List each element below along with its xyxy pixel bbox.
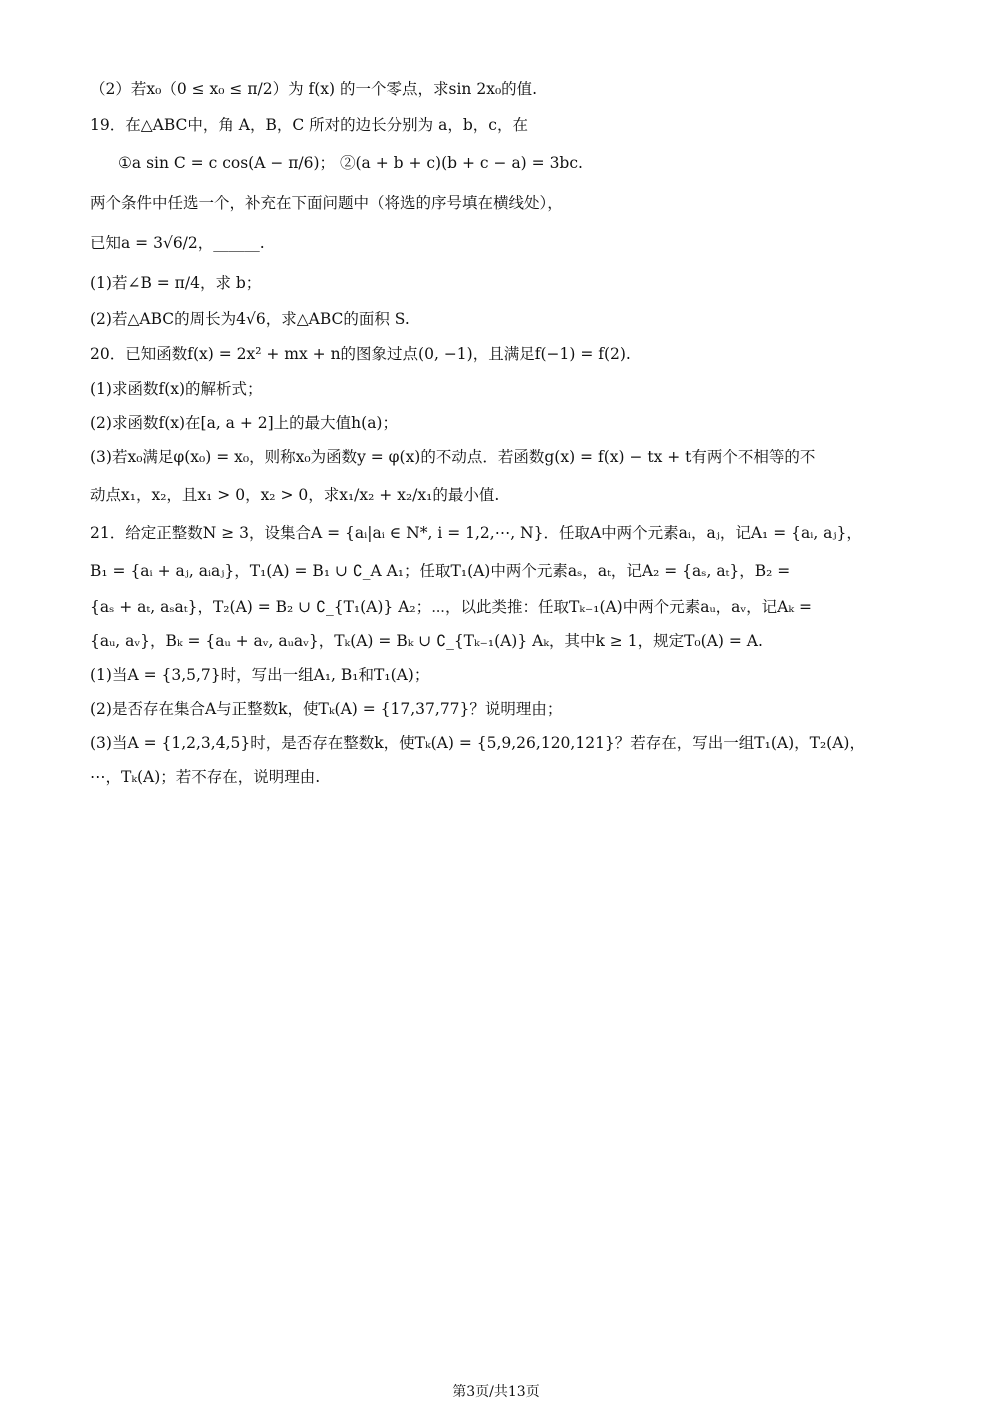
q19-given: 已知a = 3√6/2，______.: [90, 234, 265, 252]
q21-part2: (2)是否存在集合A与正整数k，使Tₖ(A) = {17,37,77}？说明理由；: [90, 700, 563, 718]
q21-line2: B₁ = {aᵢ + aⱼ, aᵢaⱼ}，T₁(A) = B₁ ∪ ∁_A A₁；任取T₁(A)中两个元素aₛ，aₜ，记A₂ = {aₛ, aₜ}，B₂ =: [90, 562, 791, 580]
q19-conditions: ①a sin C = c cos(A − π/6)； ②(a + b + c)(b + c − a) = 3bc.: [118, 154, 583, 172]
q20-part2: (2)求函数f(x)在[a, a + 2]上的最大值h(a)；: [90, 414, 398, 432]
q19-instruction: 两个条件中任选一个，补充在下面问题中（将选的序号填在横线处），: [90, 194, 563, 212]
q19-stem: 19．在△ABC中，角 A，B，C 所对的边长分别为 a，b，c，在: [90, 116, 528, 134]
page-number: 第3页/共13页: [452, 1384, 540, 1400]
q19-part2: (2)若△ABC的周长为4√6，求△ABC的面积 S.: [90, 310, 410, 328]
q21-line3: {aₛ + aₜ, aₛaₜ}，T₂(A) = B₂ ∪ ∁_{T₁(A)} A₂；⋯，以此类推：任取Tₖ₋₁(A)中两个元素aᵤ，aᵥ，记Aₖ =: [90, 598, 812, 616]
q20-part3-line2: 动点x₁，x₂，且x₁ > 0，x₂ > 0，求x₁/x₂ + x₂/x₁的最小值.: [90, 486, 500, 504]
q20-stem: 20．已知函数f(x) = 2x² + mx + n的图象过点(0, −1)，且满足f(−1) = f(2).: [90, 345, 631, 363]
q18-part2: （2）若x₀（0 ≤ x₀ ≤ π/2）为 f(x) 的一个零点，求sin 2x₀的值.: [90, 80, 538, 98]
q21-line1: 21．给定正整数N ≥ 3，设集合A = {aᵢ|aᵢ ∈ N*, i = 1,2,⋯, N}．任取A中两个元素aᵢ，aⱼ，记A₁ = {aᵢ, aⱼ}，: [90, 524, 862, 542]
q21-line4: {aᵤ, aᵥ}，Bₖ = {aᵤ + aᵥ, aᵤaᵥ}，Tₖ(A) = Bₖ ∪ ∁_{Tₖ₋₁(A)} Aₖ，其中k ≥ 1，规定T₀(A) = A.: [90, 632, 763, 650]
q20-part3-line1: (3)若x₀满足φ(x₀) = x₀，则称x₀为函数y = φ(x)的不动点．若函数g(x) = f(x) − tx + t有两个不相等的不: [90, 448, 816, 466]
q21-part3-line1: (3)当A = {1,2,3,4,5}时，是否存在整数k，使Tₖ(A) = {5,9,26,120,121}？若存在，写出一组T₁(A)，T₂(A)，: [90, 734, 865, 752]
q20-part1: (1)求函数f(x)的解析式；: [90, 380, 263, 398]
q21-part1: (1)当A = {3,5,7}时，写出一组A₁, B₁和T₁(A)；: [90, 666, 430, 684]
q21-part3-line2: ⋯，Tₖ(A)；若不存在，说明理由.: [90, 768, 321, 786]
q19-part1: (1)若∠B = π/4，求 b；: [90, 274, 262, 292]
